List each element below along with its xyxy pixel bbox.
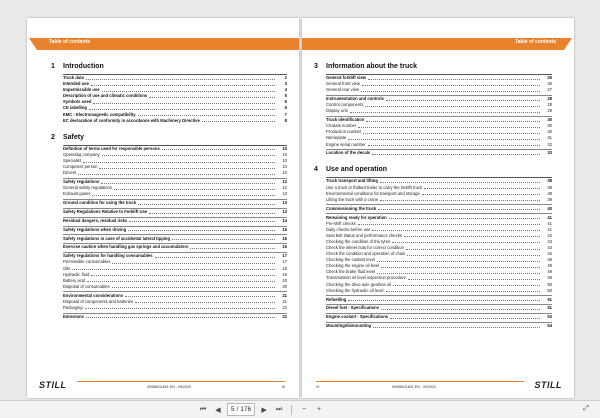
- still-logo: STILL: [39, 380, 67, 390]
- toc-entry-label: Definition of terms used for responsible persons: [63, 145, 160, 151]
- toc-entry-page: 38: [547, 190, 552, 196]
- toc-entry-label: Daily checks before use: [326, 226, 371, 232]
- dot-leader: [83, 162, 275, 163]
- fullscreen-icon[interactable]: ⤢: [583, 405, 589, 412]
- toc-entry-label: Seat belt status and performance checks: [326, 232, 402, 238]
- dot-leader: [368, 79, 540, 80]
- dot-leader: [85, 308, 275, 309]
- toc-entry-page: 19: [282, 271, 287, 277]
- toc-entry-label: Safety regulations: [63, 179, 100, 184]
- toolbar-separator: [291, 405, 292, 415]
- dot-leader: [149, 213, 275, 214]
- toc-entry-page: 38: [547, 178, 552, 184]
- viewer-toolbar: [0, 400, 600, 418]
- dot-leader: [404, 236, 540, 237]
- toc-entry-page: 2: [284, 75, 287, 80]
- dot-leader: [381, 267, 540, 268]
- toc-entry-page: 7: [284, 111, 287, 117]
- dot-leader: [128, 230, 275, 231]
- toc-entry-page: 42: [547, 232, 552, 238]
- toc-entry-page: 29: [547, 108, 552, 114]
- dot-leader: [386, 291, 541, 292]
- toc-entry[interactable]: [63, 284, 287, 290]
- toc-entry-page: 50: [547, 281, 552, 287]
- toc-entry-label: Emissions: [63, 313, 84, 319]
- toc-entry-page: 28: [547, 102, 552, 108]
- dot-leader: [378, 209, 540, 210]
- toc-entry-page: 13: [282, 208, 287, 214]
- section-number: 3: [314, 63, 318, 70]
- right-page: [302, 18, 574, 398]
- toc-entry-page: 17: [282, 259, 287, 265]
- section-title: [314, 63, 552, 70]
- section-title-text: Use and operation: [326, 166, 388, 174]
- left-page: [27, 18, 299, 398]
- toc-entry-page: 31: [547, 135, 552, 141]
- dot-leader: [101, 183, 275, 184]
- dot-leader: [393, 285, 540, 286]
- toc-entry-label: General forklift view: [326, 75, 367, 80]
- toc-entry-label: Mounting/dismounting: [326, 323, 372, 329]
- dot-leader: [366, 121, 540, 122]
- toc-entry-page: 48: [547, 263, 552, 269]
- toc-entry[interactable]: [63, 208, 287, 215]
- toc-entry-page: 5: [284, 93, 287, 99]
- toc-entry-page: 41: [547, 220, 552, 226]
- toc-entry-page: 16: [282, 235, 287, 241]
- toc-entry-label: Checking the engine oil level: [326, 263, 380, 269]
- toc-entry-page: 44: [547, 244, 552, 250]
- toolbar-right: [580, 403, 592, 415]
- toc-entry-page: 46: [547, 257, 552, 263]
- toc-entry-label: EC declaration of conformity in accordance with Machinery Directive: [63, 117, 200, 123]
- toc-entry-page: 22: [282, 313, 287, 319]
- toc-entry-label: Battery acid: [63, 277, 86, 283]
- toc-entry[interactable]: [326, 108, 552, 114]
- dot-leader: [72, 269, 275, 270]
- toc-entry-label: Description of use and climatic conditions: [63, 93, 148, 99]
- toc-block: [63, 74, 287, 124]
- toc-entry-label: Truck transport and lifting: [326, 178, 378, 184]
- toc-entry-label: Exercise caution when handling gas springs and accumulators: [63, 244, 189, 250]
- toc-entry[interactable]: [326, 304, 552, 311]
- dot-leader: [348, 300, 540, 301]
- dot-leader: [406, 249, 540, 250]
- page-footer: [302, 378, 574, 392]
- toc-entry-label: Checking the coolant level: [326, 257, 375, 263]
- dot-leader: [129, 221, 275, 222]
- section-title: [314, 166, 552, 173]
- doc-id: 50988011601 EN - 09/2020: [147, 385, 191, 389]
- current-page-input[interactable]: 5: [231, 406, 235, 413]
- dot-leader: [372, 154, 540, 155]
- toc-entry-page: 26: [547, 75, 552, 80]
- toc-entry[interactable]: [326, 322, 552, 329]
- dot-leader: [190, 248, 275, 249]
- dot-leader: [172, 239, 275, 240]
- page-number: IV: [316, 385, 320, 389]
- toc-entry[interactable]: [326, 295, 552, 302]
- dot-leader: [138, 204, 275, 205]
- toc-entry-page: 51: [547, 296, 552, 302]
- dot-leader: [99, 168, 275, 169]
- dot-leader: [368, 145, 540, 146]
- toc-entry-page: 54: [547, 323, 552, 329]
- header-notch: [564, 38, 572, 50]
- toc-entry-label: Competent person: [63, 164, 98, 170]
- last-page-icon[interactable]: ⏭: [275, 405, 283, 413]
- toc-entry-label: Safety regulations when driving: [63, 226, 127, 232]
- prev-page-icon[interactable]: ◀: [215, 406, 221, 414]
- dot-leader: [91, 85, 275, 86]
- dot-leader: [381, 309, 540, 310]
- toc-entry-label: Use a truck or flatbed trailer to carry the forklift truck: [326, 184, 423, 190]
- footer-line: [77, 381, 285, 382]
- dot-leader: [372, 230, 540, 231]
- toc-entry-label: Truck identification: [326, 117, 365, 123]
- toc-entry-page: 15: [282, 226, 287, 232]
- dot-leader: [102, 91, 275, 92]
- page-number: III: [281, 385, 285, 389]
- toc-entry-label: Safety regulations in case of accidental lateral tipping: [63, 235, 171, 241]
- dot-leader: [389, 218, 540, 219]
- dot-leader: [377, 261, 540, 262]
- toc-entry-page: 13: [282, 191, 287, 197]
- toc-entry-page: 49: [547, 269, 552, 275]
- dot-leader: [93, 103, 275, 104]
- section-number: 1: [51, 63, 55, 70]
- page-header-title: Table of contents: [514, 39, 556, 45]
- dot-leader: [86, 317, 275, 318]
- toc-entry-page: 10: [282, 145, 287, 151]
- toc-entry[interactable]: [326, 313, 552, 320]
- dot-leader: [135, 302, 275, 303]
- toc-entry-label: Packaging: [63, 304, 83, 310]
- toc-entry-page: 3: [284, 81, 287, 87]
- toc-entry-page: 27: [547, 87, 552, 93]
- toc-entry-page: 8: [284, 117, 287, 123]
- toc-entry-label: Impermissible use: [63, 87, 100, 93]
- dot-leader: [361, 91, 540, 92]
- dot-leader: [86, 79, 275, 80]
- toc-entry-page: 18: [282, 265, 287, 271]
- toc-entry-label: Safety Regulations Relative to Forklift Use: [63, 208, 148, 214]
- toc-entry-page: 53: [547, 314, 552, 320]
- dot-leader: [362, 85, 540, 86]
- toc-entry[interactable]: [63, 252, 287, 259]
- toc-entry[interactable]: [63, 305, 287, 311]
- toc-entry-label: Residual dangers, residual risks: [63, 217, 128, 223]
- toc-entry-label: Drivers: [63, 170, 77, 176]
- toc-entry-page: 20: [282, 283, 287, 289]
- toc-entry-label: Check the brake fluid level: [326, 269, 376, 275]
- toc-entry[interactable]: [63, 118, 287, 124]
- toc-entry-page: 28: [547, 96, 552, 102]
- toc-entry-label: EMC - Electromagnetic compatibility: [63, 111, 136, 117]
- zoom-in-icon[interactable]: +: [317, 406, 322, 413]
- toc-entry-page: 13: [282, 200, 287, 206]
- dot-leader: [358, 127, 540, 128]
- dot-leader: [350, 112, 540, 113]
- toc-entry-label: Engine serial number: [326, 141, 366, 147]
- toc-entry-page: 21: [282, 292, 287, 298]
- toc-entry[interactable]: [326, 149, 552, 156]
- toc-entry-page: 30: [547, 123, 552, 129]
- dot-leader: [422, 194, 540, 195]
- toc-entry-label: Chassis number: [326, 123, 357, 129]
- toc-entry-page: 26: [547, 81, 552, 87]
- toc-entry[interactable]: [63, 226, 287, 233]
- toc-entry[interactable]: [63, 170, 287, 176]
- dot-leader: [89, 109, 275, 110]
- toc-entry[interactable]: [326, 142, 552, 148]
- dot-leader: [138, 115, 275, 116]
- toc-entry-label: General rear view: [326, 87, 360, 93]
- toc-entry-page: 6: [284, 105, 287, 111]
- toc-entry-page: 49: [547, 275, 552, 281]
- toc-entry[interactable]: [326, 197, 552, 203]
- toc-entry-page: 4: [284, 87, 287, 93]
- toc-content: [314, 58, 552, 329]
- next-page-icon[interactable]: ▶: [261, 406, 267, 414]
- section-number: 2: [51, 133, 55, 141]
- toc-entry-page: 12: [282, 185, 287, 191]
- dot-leader: [407, 255, 540, 256]
- page-navigation: [197, 403, 325, 416]
- zoom-out-icon[interactable]: −: [302, 406, 307, 413]
- dot-leader: [102, 155, 275, 156]
- section-title: [51, 63, 287, 70]
- toc-entry[interactable]: [326, 95, 552, 102]
- toc-entry-page: 40: [547, 205, 552, 211]
- dot-leader: [408, 279, 540, 280]
- toc-entry-label: General safety regulations: [63, 185, 112, 191]
- toc-entry-page: 50: [547, 287, 552, 293]
- dot-leader: [365, 106, 540, 107]
- toc-entry-page: 39: [547, 196, 552, 202]
- first-page-icon[interactable]: ⏮: [199, 405, 207, 413]
- toc-entry-label: Production number: [326, 129, 362, 135]
- dot-leader: [91, 275, 275, 276]
- toc-entry-label: Intended use: [63, 81, 89, 87]
- toc-entry-label: Transmission oil level inspection procedure: [326, 275, 406, 281]
- toc-block: [326, 74, 552, 156]
- toc-entry[interactable]: [63, 234, 287, 241]
- toc-entry[interactable]: [63, 243, 287, 250]
- dot-leader: [202, 121, 275, 122]
- toc-entry-label: Exhaust gases: [63, 191, 91, 197]
- toc-entry-label: Safety regulations for handling consumables: [63, 253, 153, 259]
- toc-entry-label: Oils: [63, 265, 71, 271]
- toc-entry-label: Pre-shift checks: [326, 220, 356, 226]
- dot-leader: [358, 224, 540, 225]
- header-notch: [29, 38, 37, 50]
- toc-entry-label: Location of the decals: [326, 150, 371, 156]
- toc-entry-label: Diesel fuel - Specifications: [326, 305, 380, 311]
- section-title: [51, 134, 287, 141]
- toc-entry-page: 33: [547, 150, 552, 156]
- toc-entry-page: 12: [282, 179, 287, 184]
- dot-leader: [377, 273, 540, 274]
- toc-entry[interactable]: [63, 199, 287, 206]
- toc-entry-label: Display unit: [326, 108, 348, 114]
- dot-leader: [92, 195, 275, 196]
- toc-entry-page: 38: [547, 184, 552, 190]
- dot-leader: [78, 174, 275, 175]
- toc-entry-label: Commissioning the truck: [326, 205, 377, 211]
- toc-entry[interactable]: [63, 313, 287, 320]
- dot-leader: [392, 242, 540, 243]
- toc-block: [326, 177, 552, 329]
- toc-entry-label: Permissible consumables: [63, 259, 111, 265]
- toc-entry-page: 41: [547, 226, 552, 232]
- dot-leader: [87, 281, 275, 282]
- toc-entry-label: General front view: [326, 81, 360, 87]
- toc-entry-label: Operating company: [63, 151, 100, 157]
- toc-entry[interactable]: [63, 178, 287, 185]
- toc-entry-page: 20: [282, 277, 287, 283]
- toc-entry-label: Checking the hydraulic oil level: [326, 287, 384, 293]
- page-footer: [27, 378, 299, 392]
- toc-entry-label: Symbols used: [63, 99, 92, 105]
- toc-entry-page: 41: [547, 214, 552, 220]
- toc-entry-label: Checking the drive axle gearbox oil: [326, 281, 392, 287]
- still-logo: STILL: [534, 380, 562, 390]
- toc-entry-page: 14: [282, 217, 287, 223]
- toc-entry-label: Check the condition and operation of chain: [326, 251, 406, 257]
- toc-entry-label: Checking the condition of the tyres: [326, 238, 391, 244]
- dot-leader: [348, 139, 540, 140]
- toc-entry-label: Refuelling: [326, 296, 347, 302]
- toc-entry-page: 22: [282, 304, 287, 310]
- toc-block: [63, 145, 287, 320]
- page-header-title: Table of contents: [49, 39, 91, 45]
- toc-entry-label: Instrumentation and controls: [326, 96, 384, 102]
- dot-leader: [112, 263, 275, 264]
- toc-entry[interactable]: [326, 288, 552, 294]
- dot-leader: [125, 296, 275, 297]
- toc-entry-page: 10: [282, 164, 287, 170]
- toc-entry[interactable]: [63, 191, 287, 197]
- toc-entry-label: Truck data: [63, 75, 84, 80]
- toc-entry-label: Specialist: [63, 157, 81, 163]
- section-title-text: Information about the truck: [326, 63, 417, 70]
- toc-entry-label: Ground condition for using the truck: [63, 200, 137, 206]
- toc-entry-page: 32: [547, 141, 552, 147]
- dot-leader: [373, 327, 540, 328]
- section-title-text: Safety: [63, 133, 85, 141]
- toc-entry-label: Engine coolant - Specifications: [326, 314, 389, 320]
- toc-entry[interactable]: [326, 204, 552, 211]
- toc-entry-page: 10: [282, 157, 287, 163]
- toc-entry-page: 16: [282, 244, 287, 250]
- doc-id: 50988011601 EN - 09/2020: [392, 385, 436, 389]
- page-indicator: [227, 403, 255, 416]
- total-pages: / 176: [236, 406, 252, 413]
- toc-entry[interactable]: [63, 291, 287, 298]
- toc-entry-page: 21: [282, 298, 287, 304]
- toc-entry-label: Disposal of consumables: [63, 283, 110, 289]
- toc-entry-page: 5: [284, 99, 287, 105]
- toc-entry-page: 30: [547, 117, 552, 123]
- toc-entry[interactable]: [326, 213, 552, 220]
- toc-entry-page: 51: [547, 305, 552, 311]
- dot-leader: [380, 200, 540, 201]
- dot-leader: [112, 287, 275, 288]
- toc-entry-page: 45: [547, 251, 552, 257]
- toc-entry-label: Environmental conditions for transport and storage: [326, 190, 420, 196]
- dot-leader: [149, 97, 275, 98]
- toc-content: [51, 58, 287, 320]
- toc-entry-page: 30: [547, 129, 552, 135]
- dot-leader: [162, 149, 275, 150]
- dot-leader: [390, 318, 540, 319]
- toc-entry-label: Hydraulic fluid: [63, 271, 90, 277]
- toc-entry-label: CE labelling: [63, 105, 87, 111]
- toc-entry-page: 10: [282, 170, 287, 176]
- toc-entry-page: 17: [282, 253, 287, 259]
- toc-entry-page: 10: [282, 151, 287, 157]
- footer-line: [316, 381, 524, 382]
- dot-leader: [114, 189, 275, 190]
- toc-entry-page: 43: [547, 238, 552, 244]
- dot-leader: [424, 188, 540, 189]
- toc-entry-label: Environmental considerations: [63, 292, 124, 298]
- toc-entry[interactable]: [63, 217, 287, 224]
- dot-leader: [386, 100, 540, 101]
- toc-entry-label: Control components: [326, 102, 364, 108]
- dot-leader: [155, 257, 275, 258]
- toc-entry-label: Check the wheel nuts for correct condition: [326, 244, 404, 250]
- section-number: 4: [314, 166, 318, 174]
- section-title-text: Introduction: [63, 63, 104, 70]
- toc-entry-label: Disposal of components and batteries: [63, 298, 134, 304]
- toc-entry-label: Nameplate: [326, 135, 347, 141]
- dot-leader: [380, 182, 540, 183]
- toc-entry[interactable]: [326, 116, 552, 123]
- toc-entry-label: Lifting the truck with a crane: [326, 196, 379, 202]
- dot-leader: [363, 133, 540, 134]
- toc-entry[interactable]: [326, 87, 552, 93]
- toc-entry-label: Remaining ready for operation: [326, 214, 387, 220]
